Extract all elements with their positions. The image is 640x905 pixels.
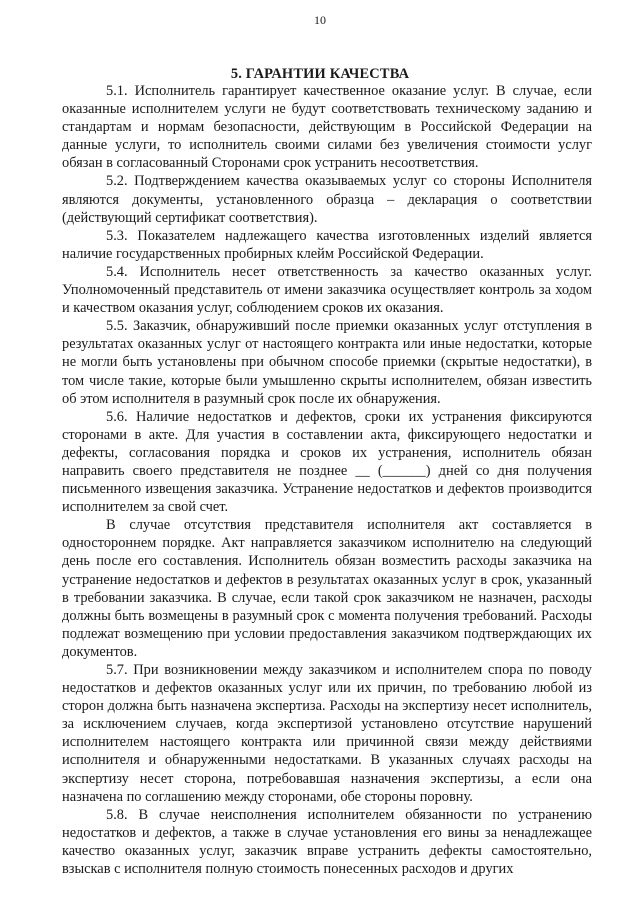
section-body: [62, 82, 592, 878]
paragraph-5-1: 5.1. Исполнитель гарантирует качественное оказание услуг. В случае, если оказанные исполнителем услуги не будут соответствовать техническому заданию и стандартам и нормам безопасности, действующим в Российской Федерации на данные услуги, то исполнитель своими силами без увеличения стоимости услуг обязан в согласованный Сторонами срок устранить несоответствия.: [62, 83, 592, 172]
paragraph-5-6-continued: В случае отсутствия представителя исполнителя акт составляется в одностороннем порядке. Акт направляется заказчиком исполнителю на следующий день после его составления. Исполнитель обязан возместить расходы заказчика на устранение недостатков и дефектов в результатах оказанных услуг в срок, указанный в требовании заказчика. В случае, если такой срок заказчиком не назначен, расходы должны быть возмещены в разумный срок с момента получения требований. Расходы подлежат возмещению при условии предоставления заказчиком подтверждающих их документов.: [62, 517, 592, 660]
section-title: 5. ГАРАНТИИ КАЧЕСТВА: [230, 66, 410, 82]
paragraph-5-2: 5.2. Подтверждением качества оказываемых услуг со стороны Исполнителя являются документы, установленного образца – декларация о соответствии (действующий сертификат соответствия).: [62, 173, 592, 226]
page-number: 10: [314, 13, 326, 27]
paragraph-5-6: 5.6. Наличие недостатков и дефектов, сроки их устранения фиксируются сторонами в акте. Для участия в составлении акта, фиксирующего недостатки и дефекты, согласования порядка и сроков их устранения, исполнитель обязан направить своего представителя не позднее __ (______) дней со дня получения письменного извещения заказчика. Устранение недостатков и дефектов производится исполнителем за свой счет.: [62, 408, 592, 516]
paragraph-5-3: 5.3. Показателем надлежащего качества изготовленных изделий является наличие государственных пробирных клейм Российской Федерации.: [62, 227, 592, 262]
paragraph-5-5: 5.5. Заказчик, обнаруживший после приемки оказанных услуг отступления в результатах оказанных услуг от настоящего контракта или иные недостатки, которые не могли быть установлены при обычном способе приемки (скрытые недостатки), в том числе такие, которые были умышленно скрыты исполнителем, обязан известить об этом исполнителя в разумный срок после их обнаружения.: [62, 318, 592, 407]
paragraph-5-8: 5.8. В случае неисполнения исполнителем обязанности по устранению недостатков и дефектов, а также в случае установления его вины за ненадлежащее качество оказанных услуг, заказчик вправе устранить дефекты самостоятельно, взыскав с исполнителя полную стоимость понесенных расходов и других: [62, 806, 592, 878]
paragraph-5-7: 5.7. При возникновении между заказчиком и исполнителем спора по поводу недостатков и дефектов оказанных услуг или их причин, по требованию любой из сторон должна быть назначена экспертиза. Расходы на экспертизу несет исполнитель, за исключением случаев, когда экспертизой установлено отсутствие нарушений исполнителем настоящего контракта или причинной связи между действиями исполнителя и обнаруженными недостатками. В указанных случаях расходы на экспертизу несет сторона, потребовавшая назначения экспертизы, а если она назначена по соглашению между сторонами, обе стороны поровну.: [62, 662, 592, 805]
paragraph-5-4: 5.4. Исполнитель несет ответственность за качество оказанных услуг. Уполномоченный представитель от имени заказчика осуществляет контроль за ходом и качеством оказания услуг, соблюдением сроков их оказания.: [62, 263, 592, 317]
